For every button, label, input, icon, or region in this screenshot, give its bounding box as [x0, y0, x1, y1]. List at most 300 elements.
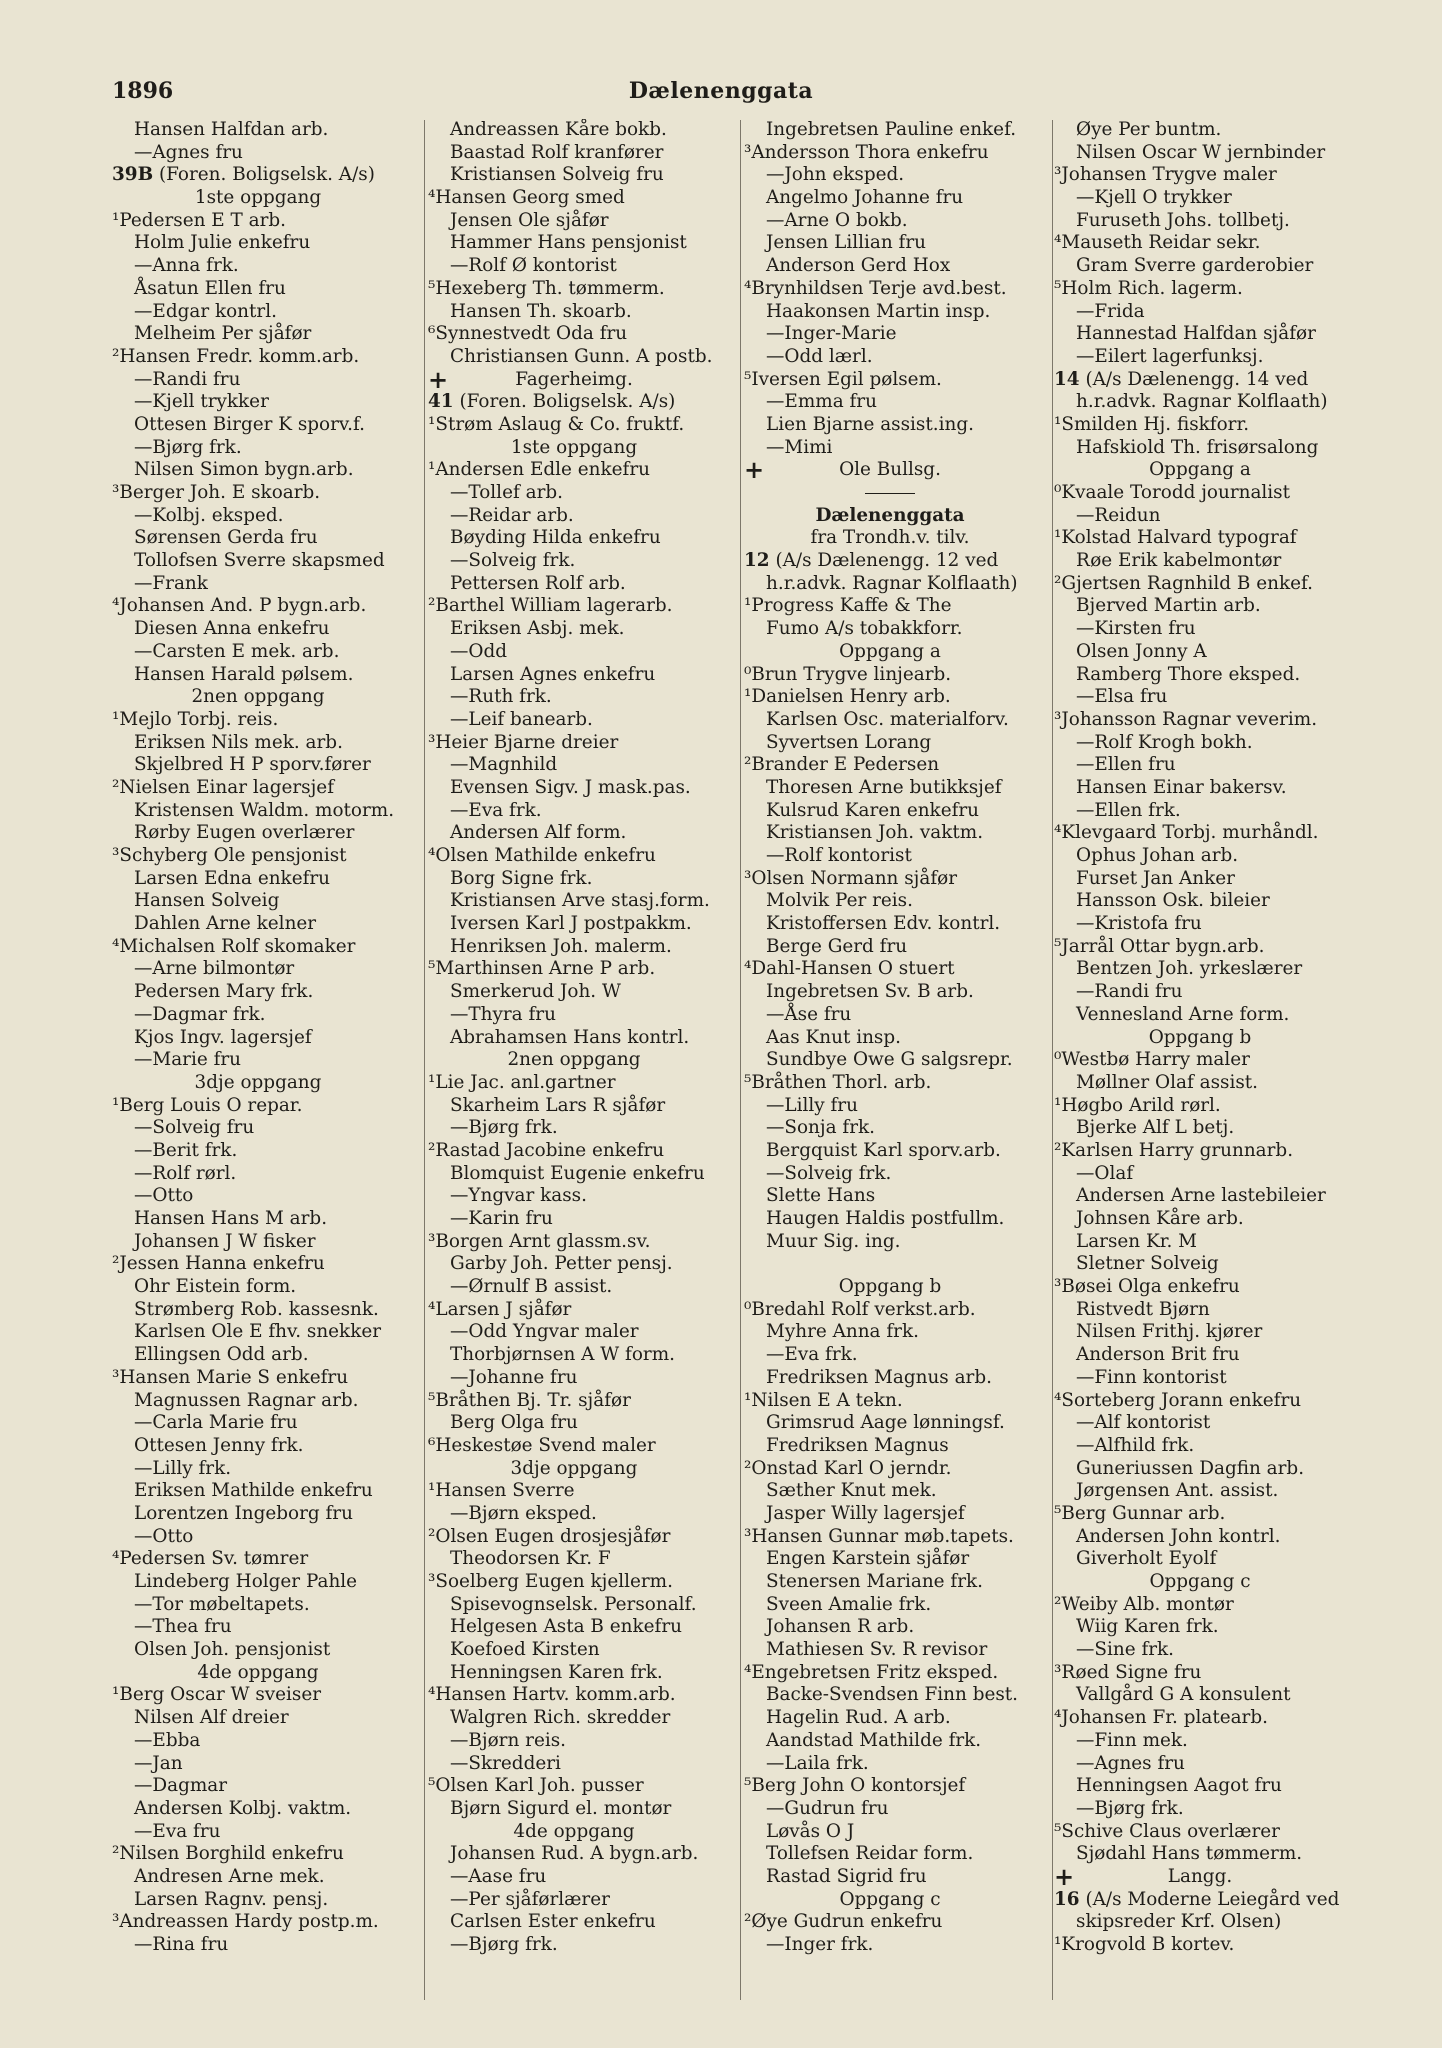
directory-entry: Lorentzen Ingeborg fru	[134, 1502, 353, 1524]
directory-entry: —Rolf kontorist	[766, 845, 912, 866]
floor-entry: ¹Hansen Sverre	[428, 1480, 575, 1502]
directory-entry: Hansen Th. skoarb.	[450, 300, 632, 322]
directory-entry: Aandstad Mathilde frk.	[766, 1729, 982, 1751]
directory-entry: Nilsen Oscar W jernbinder	[1076, 141, 1326, 163]
directory-entry: —Marie fru	[134, 1049, 242, 1071]
floor-entry: ³Borgen Arnt glassm.sv.	[428, 1230, 651, 1252]
floor-entry: ¹Andersen Edle enkefru	[428, 459, 650, 481]
directory-entry: Andersen Arne lastebileier	[1076, 1185, 1326, 1207]
directory-entry: —Solveig frk.	[450, 550, 576, 572]
directory-entry: —Odd	[450, 640, 508, 662]
directory-entry: —Rina fru	[134, 1934, 229, 1955]
directory-entry: Skarheim Lars R sjåfør	[450, 1094, 666, 1116]
directory-entry: Ophus Johan arb.	[1076, 845, 1239, 866]
directory-entry: Wiig Karen frk.	[1076, 1616, 1219, 1638]
directory-entry: —Randi fru	[134, 368, 241, 390]
directory-entry: Kjos Ingv. lagersjef	[134, 1026, 312, 1048]
directory-entry: Rørby Eugen overlærer	[134, 822, 355, 844]
floor-entry: ¹Krogvold B kortev.	[1054, 1934, 1235, 1955]
directory-entry: —Kjell O trykker	[1076, 187, 1232, 209]
directory-entry: Diesen Anna enkefru	[134, 618, 330, 640]
directory-entry: —Alf kontorist	[1076, 1412, 1211, 1434]
building-header: 14 (A/s Dælenengg. 14 ved	[1054, 368, 1309, 390]
floor-entry: ⁰Westbø Harry maler	[1054, 1049, 1250, 1071]
directory-entry: —Reidar arb.	[450, 504, 574, 526]
directory-entry: Andersen John kontrl.	[1076, 1525, 1281, 1547]
section-heading: 2nen oppgang	[191, 686, 325, 708]
directory-entry: Ellingsen Odd arb.	[134, 1344, 309, 1366]
directory-entry: Molvik Per reis.	[766, 890, 913, 912]
floor-entry: ⁶Synnestvedt Oda fru	[428, 323, 628, 345]
floor-entry: ⁴Johansen And. P bygn.arb.	[112, 595, 367, 617]
floor-entry: ³Berger Joh. E skoarb.	[112, 482, 321, 503]
directory-entry: —Frank	[134, 572, 208, 594]
directory-entry: —Magnhild	[450, 754, 558, 776]
floor-entry: ³Heier Bjarne dreier	[428, 731, 619, 753]
directory-entry: —Eilert lagerfunksj.	[1076, 345, 1264, 367]
directory-entry: Johansen J W fisker	[134, 1230, 316, 1252]
floor-entry: ⁴Hansen Georg smed	[428, 187, 625, 209]
directory-entry: Sjødahl Hans tømmerm.	[1076, 1843, 1303, 1865]
directory-entry: Borg Signe frk.	[450, 867, 593, 889]
floor-entry: ¹Lie Jac. anl.gartner	[428, 1071, 616, 1093]
section-heading: 1ste oppgang	[510, 436, 638, 458]
directory-entry: Sveen Amalie frk.	[766, 1593, 932, 1615]
directory-entry: Henningsen Karen frk.	[450, 1661, 663, 1683]
floor-entry: ⁴Olsen Mathilde enkefru	[428, 845, 656, 866]
floor-entry: ⁴Klevgaard Torbj. murhåndl.	[1054, 822, 1319, 844]
directory-entry: Hagelin Rud. A arb.	[766, 1707, 951, 1729]
floor-entry: ¹Høgbo Arild rørl.	[1054, 1094, 1221, 1116]
directory-entry: Eriksen Nils mek. arb.	[134, 731, 343, 753]
floor-entry: ³Hansen Marie S enkefru	[112, 1366, 349, 1388]
floor-entry: ³Soelberg Eugen kjellerm.	[428, 1571, 673, 1592]
directory-entry: —Mimi	[766, 436, 833, 458]
directory-entry: Haakonsen Martin insp.	[766, 300, 991, 322]
floor-entry: ³Johansen Trygve maler	[1054, 164, 1277, 186]
directory-entry: Syvertsen Lorang	[766, 731, 932, 753]
directory-entry: —Rolf rørl.	[134, 1162, 237, 1184]
floor-entry: ⁵Holm Rich. lagerm.	[1054, 277, 1243, 299]
directory-entry: Kristiansen Solveig fru	[450, 164, 664, 186]
directory-entry: Nilsen Simon bygn.arb.	[134, 459, 354, 481]
directory-entry: —Lilly frk.	[134, 1457, 232, 1479]
directory-entry: —Aase fru	[450, 1865, 547, 1887]
directory-entry: Anderson Brit fru	[1076, 1344, 1240, 1366]
directory-entry: —Rolf Krogh bokh.	[1076, 731, 1253, 753]
floor-entry: ⁴Michalsen Rolf skomaker	[112, 935, 356, 957]
directory-entry: Fredriksen Magnus	[766, 1434, 949, 1456]
directory-entry: Hafskiold Th. frisørsalong	[1076, 436, 1319, 458]
directory-column-1	[112, 119, 404, 1957]
directory-column-3	[744, 119, 1036, 1957]
directory-entry: Bjørn Sigurd el. montør	[450, 1797, 672, 1819]
directory-entry: —John eksped.	[766, 164, 905, 186]
directory-entry: —Dagmar frk.	[134, 1003, 266, 1025]
directory-entry: Larsen Ragnv. pensj.	[134, 1888, 329, 1910]
directory-entry: Larsen Edna enkefru	[134, 867, 331, 889]
building-header: 16 (A/s Moderne Leiegård ved	[1054, 1888, 1340, 1910]
directory-entry: Tollefsen Reidar form.	[766, 1843, 974, 1865]
directory-entry: Kristensen Waldm. motorm.	[134, 799, 395, 821]
directory-entry: —Emma fru	[766, 391, 877, 413]
floor-entry: ³Andersson Thora enkefru	[744, 141, 989, 163]
directory-entry: Øye Per buntm.	[1076, 119, 1222, 140]
directory-entry: —Thyra fru	[450, 1003, 556, 1025]
directory-entry: Garby Joh. Petter pensj.	[450, 1253, 673, 1275]
directory-entry: Bergquist Karl sporv.arb.	[766, 1139, 1001, 1161]
directory-entry: skipsreder Krf. Olsen)	[1076, 1911, 1282, 1933]
floor-entry: ³Schyberg Ole pensjonist	[112, 845, 347, 866]
directory-entry: Gram Sverre garderobier	[1076, 255, 1314, 277]
floor-entry: ⁵Jarrål Ottar bygn.arb.	[1054, 935, 1265, 957]
floor-entry: ³Røed Signe fru	[1054, 1661, 1202, 1683]
floor-entry: ⁵Bråthen Thorl. arb.	[744, 1071, 932, 1093]
directory-entry: —Kirsten fru	[1076, 618, 1196, 640]
section-rule	[744, 482, 1036, 505]
directory-entry: Ramberg Thore eksped.	[1076, 663, 1301, 685]
floor-entry: ⁵Berg John O kontorsjef	[744, 1775, 966, 1797]
directory-entry: Thoresen Arne butikksjef	[766, 776, 1002, 798]
directory-entry: Johansen Rud. A bygn.arb.	[450, 1843, 699, 1865]
directory-entry: Berg Olga fru	[450, 1412, 578, 1434]
directory-entry: —Reidun	[1076, 504, 1161, 526]
directory-entry: Magnussen Ragnar arb.	[134, 1389, 359, 1411]
directory-entry: —Finn kontorist	[1076, 1366, 1227, 1388]
directory-entry: Bjerved Martin arb.	[1076, 595, 1261, 617]
directory-entry: —Agnes fru	[1076, 1752, 1185, 1774]
directory-entry: —Edgar kontrl.	[134, 300, 277, 322]
directory-entry: —Thea fru	[134, 1616, 232, 1638]
directory-entry: —Gudrun fru	[766, 1797, 889, 1819]
floor-entry: ¹Berg Oscar W sveiser	[112, 1684, 322, 1706]
directory-entry: Stenersen Mariane frk.	[766, 1571, 983, 1592]
cross-street-name: Fagerheimg.	[515, 368, 633, 390]
directory-entry: Fredriksen Magnus arb.	[766, 1366, 992, 1388]
floor-entry: ³Johansson Ragnar veverim.	[1054, 708, 1318, 730]
directory-entry: —Ørnulf B assist.	[450, 1276, 613, 1298]
directory-entry: —Randi fru	[1076, 981, 1183, 1003]
directory-entry: Bentzen Joh. yrkeslærer	[1076, 958, 1303, 980]
directory-entry: —Frida	[1076, 300, 1145, 322]
directory-entry: —Bjørg frk.	[450, 1117, 558, 1139]
floor-entry: ⁵Bråthen Bj. Tr. sjåfør	[428, 1389, 631, 1411]
directory-entry: Sæther Knut mek.	[766, 1480, 937, 1502]
directory-entry: Ristvedt Bjørn	[1076, 1298, 1210, 1320]
section-heading: 2nen oppgang	[507, 1049, 641, 1071]
floor-entry: ⁴Mauseth Reidar sekr.	[1054, 232, 1261, 254]
floor-entry: ²Karlsen Harry grunnarb.	[1054, 1139, 1294, 1161]
directory-entry: Myhre Anna frk.	[766, 1321, 919, 1343]
directory-entry: Sundbye Owe G salgsrepr.	[766, 1049, 1013, 1071]
directory-entry: Engen Karstein sjåfør	[766, 1548, 970, 1570]
directory-entry: Koefoed Kirsten	[450, 1639, 600, 1661]
directory-entry: Møllner Olaf assist.	[1076, 1071, 1259, 1093]
directory-entry: Anderson Gerd Hox	[766, 255, 951, 277]
cross-street-marker: +	[1054, 1861, 1075, 1891]
directory-entry: Larsen Agnes enkefru	[450, 663, 656, 685]
directory-entry: —Åse fru	[766, 1003, 852, 1025]
section-heading: fra Trondh.v. tilv.	[810, 527, 970, 549]
floor-entry: ²Olsen Eugen drosjesjåfør	[428, 1525, 671, 1547]
floor-entry: ¹Nilsen E A tekn.	[744, 1389, 903, 1411]
floor-entry: ⁰Brun Trygve linjearb.	[744, 663, 952, 685]
directory-entry: Johnsen Kåre arb.	[1076, 1208, 1244, 1229]
cross-street-marker: +	[744, 455, 765, 485]
directory-entry: Johansen R arb.	[766, 1616, 915, 1638]
directory-entry: Evensen Sigv. J mask.pas.	[450, 776, 691, 798]
cross-street	[428, 364, 720, 394]
directory-entry: Rastad Sigrid fru	[766, 1865, 927, 1887]
column-divider	[424, 120, 425, 2000]
directory-entry: Andreassen Kåre bokb.	[450, 119, 667, 140]
directory-entry: —Kristofa fru	[1076, 913, 1202, 935]
directory-entry: —Solveig fru	[134, 1117, 255, 1139]
directory-entry: Fumo A/s tobakkforr.	[766, 618, 963, 640]
directory-entry: Iversen Karl J postpakkm.	[450, 913, 692, 935]
directory-entry: —Carsten E mek. arb.	[134, 640, 340, 662]
directory-entry: Jasper Willy lagersjef	[766, 1502, 965, 1524]
floor-entry: ⁰Kvaale Torodd journalist	[1054, 482, 1291, 503]
directory-entry: Sletner Solveig	[1076, 1253, 1219, 1275]
directory-entry: Andersen Kolbj. vaktm.	[134, 1797, 352, 1819]
directory-entry: —Otto	[134, 1185, 194, 1207]
directory-entry: —Jan	[134, 1752, 183, 1774]
directory-entry: —Odd lærl.	[766, 345, 873, 367]
directory-entry: Thorbjørnsen A W form.	[450, 1344, 675, 1366]
floor-entry: ³Olsen Normann sjåfør	[744, 867, 958, 889]
directory-entry: —Finn mek.	[1076, 1729, 1188, 1751]
directory-entry: Kristoffersen Edv. kontrl.	[766, 913, 1001, 935]
cross-street-name: Langg.	[1167, 1865, 1233, 1887]
directory-entry: Vallgård G A konsulent	[1076, 1684, 1291, 1706]
floor-entry: ⁵Marthinsen Arne P arb.	[428, 958, 656, 980]
section-heading: 3dje oppgang	[194, 1071, 322, 1093]
directory-entry: Christiansen Gunn. A postb.	[450, 345, 713, 367]
directory-entry: —Bjørn reis.	[450, 1729, 567, 1751]
directory-entry: —Anna frk.	[134, 255, 239, 277]
floor-entry: ⁶Heskestøe Svend maler	[428, 1434, 656, 1456]
floor-entry: ⁴Hansen Hartv. komm.arb.	[428, 1684, 676, 1706]
directory-entry: Pedersen Mary frk.	[134, 981, 314, 1003]
directory-entry: —Arne bilmontør	[134, 958, 295, 980]
floor-entry: ⁴Johansen Fr. platearb.	[1054, 1707, 1268, 1729]
directory-entry: Hansen Halfdan arb.	[134, 119, 329, 140]
directory-entry: Kulsrud Karen enkefru	[766, 799, 980, 821]
section-heading: 3dje oppgang	[510, 1457, 638, 1479]
directory-entry: Dahlen Arne kelner	[134, 913, 317, 935]
directory-entry: —Alfhild frk.	[1076, 1434, 1195, 1456]
directory-entry: Karlsen Ole E fhv. snekker	[134, 1321, 382, 1343]
directory-entry: Sørensen Gerda fru	[134, 527, 318, 549]
directory-entry: Jensen Ole sjåfør	[450, 209, 609, 231]
directory-entry: —Inger frk.	[766, 1934, 874, 1955]
directory-entry: Nilsen Frithj. kjører	[1076, 1321, 1263, 1343]
directory-entry: Angelmo Johanne fru	[766, 187, 964, 209]
directory-column-2	[428, 119, 720, 1957]
section-heading: Oppgang b	[838, 1276, 942, 1298]
directory-entry: Giverholt Eyolf	[1076, 1548, 1217, 1570]
directory-entry: h.r.advk. Ragnar Kolflaath)	[766, 572, 1018, 594]
directory-entry: Baastad Rolf kranfører	[450, 141, 664, 163]
directory-entry: Henningsen Aagot fru	[1076, 1775, 1282, 1797]
section-heading: 4de oppgang	[197, 1661, 319, 1683]
directory-entry: Ottesen Jenny frk.	[134, 1434, 304, 1456]
floor-entry: ⁴Dahl-Hansen O stuert	[744, 958, 955, 980]
floor-entry: ⁵Iversen Egil pølsem.	[744, 368, 942, 390]
directory-entry: —Berit frk.	[134, 1139, 238, 1161]
directory-column-4	[1054, 119, 1346, 1957]
directory-entry: Smerkerud Joh. W	[450, 981, 621, 1003]
floor-entry: ²Øye Gudrun enkefru	[744, 1911, 943, 1933]
floor-entry: ¹Berg Louis O repar.	[112, 1094, 303, 1116]
directory-entry: Bjerke Alf L betj.	[1076, 1117, 1235, 1139]
directory-entry: Holm Julie enkefru	[134, 232, 311, 254]
directory-entry: —Olaf	[1076, 1162, 1134, 1184]
cross-street-name: Ole Bullsg.	[839, 459, 941, 481]
directory-entry: Hansen Harald pølsem.	[134, 663, 354, 685]
directory-entry: —Ellen frk.	[1076, 799, 1181, 821]
floor-entry: ²Rastad Jacobine enkefru	[428, 1139, 665, 1161]
floor-entry: ²Gjertsen Ragnhild B enkef.	[1054, 572, 1314, 594]
rule-line	[865, 493, 915, 494]
directory-entry: —Ellen fru	[1076, 754, 1176, 776]
section-heading: Oppgang a	[1149, 459, 1251, 481]
directory-entry: Kristiansen Arve stasj.form.	[450, 890, 710, 912]
directory-entry: Guneriussen Dagfin arb.	[1076, 1457, 1305, 1479]
directory-entry: —Otto	[134, 1525, 194, 1547]
floor-entry: ⁴Larsen J sjåfør	[428, 1298, 572, 1320]
directory-entry: —Bjørg frk.	[134, 436, 242, 458]
directory-entry: Theodorsen Kr. F	[450, 1548, 611, 1570]
directory-entry: Jørgensen Ant. assist.	[1076, 1480, 1279, 1502]
floor-entry: ⁵Berg Gunnar arb.	[1054, 1502, 1226, 1524]
directory-entry: Hannestad Halfdan sjåfør	[1076, 323, 1316, 345]
directory-entry: Jensen Lillian fru	[766, 232, 926, 254]
directory-entry: Løvås O J	[766, 1820, 855, 1842]
floor-entry: ¹Mejlo Torbj. reis.	[112, 708, 279, 730]
directory-entry: —Laila frk.	[766, 1752, 869, 1774]
directory-entry: Eriksen Asbj. mek.	[450, 618, 625, 640]
directory-entry: Røe Erik kabelmontør	[1076, 550, 1282, 572]
directory-entry: Ottesen Birger K sporv.f.	[134, 413, 365, 435]
directory-entry: Furuseth Johs. tollbetj.	[1076, 209, 1290, 231]
directory-entry: —Inger-Marie	[766, 323, 897, 345]
directory-entry: Muur Sig. ing.	[766, 1230, 901, 1252]
directory-entry: —Arne O bokb.	[766, 209, 908, 231]
directory-entry: Vennesland Arne form.	[1076, 1003, 1290, 1025]
building-header: 12 (A/s Dælenengg. 12 ved	[744, 550, 999, 572]
floor-entry: ¹Smilden Hj. fiskforr.	[1054, 413, 1250, 435]
floor-entry: ¹Pedersen E T arb.	[112, 209, 287, 231]
directory-entry: Slette Hans	[766, 1185, 876, 1207]
directory-entry: —Ruth frk.	[450, 686, 552, 708]
floor-entry: ⁴Sorteberg Jorann enkefru	[1054, 1389, 1302, 1411]
directory-entry: Olsen Jonny A	[1076, 640, 1207, 662]
directory-entry: Spisevognselsk. Personalf.	[450, 1593, 697, 1615]
directory-entry: Blomquist Eugenie enkefru	[450, 1162, 705, 1184]
directory-entry: —Per sjåførlærer	[450, 1888, 610, 1910]
directory-entry: Aas Knut insp.	[766, 1026, 901, 1048]
directory-entry: Walgren Rich. skredder	[450, 1707, 671, 1729]
directory-entry: —Johanne fru	[450, 1366, 578, 1388]
directory-entry: Lindeberg Holger Pahle	[134, 1571, 358, 1592]
directory-entry: Eriksen Mathilde enkefru	[134, 1480, 373, 1502]
section-heading: Oppgang a	[839, 640, 941, 662]
directory-entry: Larsen Kr. M	[1076, 1230, 1198, 1252]
directory-entry: —Karin fru	[450, 1208, 553, 1229]
directory-entry: Andresen Arne mek.	[134, 1865, 325, 1887]
directory-entry: —Carla Marie fru	[134, 1412, 298, 1434]
directory-entry: Ingebretsen Sv. B arb.	[766, 981, 974, 1003]
floor-entry: ²Brander E Pedersen	[744, 754, 940, 776]
directory-entry: —Sonja frk.	[766, 1117, 876, 1139]
directory-entry: Hansen Hans M arb.	[134, 1208, 328, 1229]
directory-entry: —Lilly fru	[766, 1094, 858, 1116]
floor-entry: ¹Kolstad Halvard typograf	[1054, 527, 1297, 549]
directory-entry: Andersen Alf form.	[450, 822, 627, 844]
directory-entry: Mathiesen Sv. R revisor	[766, 1639, 988, 1661]
column-divider	[1052, 120, 1053, 2000]
directory-entry: Kristiansen Joh. vaktm.	[766, 822, 984, 844]
floor-entry: ¹Danielsen Henry arb.	[744, 686, 951, 708]
page-title: Dælenenggata	[628, 78, 814, 104]
directory-entry: Berge Gerd fru	[766, 935, 908, 957]
directory-entry: —Kjell trykker	[134, 391, 269, 413]
directory-entry: Strømberg Rob. kassesnk.	[134, 1298, 379, 1320]
directory-entry: Henriksen Joh. malerm.	[450, 935, 672, 957]
directory-entry: —Elsa fru	[1076, 686, 1168, 708]
directory-entry: Skjelbred H P sporv.fører	[134, 754, 371, 776]
floor-entry: ²Nielsen Einar lagersjef	[112, 776, 334, 798]
floor-entry: ¹Strøm Aslaug & Co. fruktf.	[428, 413, 685, 435]
directory-entry: Lien Bjarne assist.ing.	[766, 413, 974, 435]
directory-entry: —Ebba	[134, 1729, 201, 1751]
directory-entry: —Bjørg frk.	[450, 1934, 558, 1955]
floor-entry: ³Andreassen Hardy postp.m.	[112, 1911, 379, 1933]
directory-entry: —Eva fru	[134, 1820, 221, 1842]
floor-entry: ²Jessen Hanna enkefru	[112, 1253, 325, 1275]
cross-street	[1054, 1861, 1346, 1891]
column-divider	[740, 120, 741, 2000]
directory-entry: h.r.advk. Ragnar Kolflaath)	[1076, 391, 1328, 413]
floor-entry: ⁵Hexeberg Th. tømmerm.	[428, 277, 665, 299]
floor-entry: ²Nilsen Borghild enkefru	[112, 1843, 344, 1865]
floor-entry: ⁵Schive Claus overlærer	[1054, 1820, 1280, 1842]
blank-line	[744, 1253, 1036, 1276]
cross-street-marker: +	[428, 364, 449, 394]
directory-entry: —Bjørg frk.	[1076, 1797, 1184, 1819]
floor-entry: ⁴Pedersen Sv. tømrer	[112, 1548, 309, 1570]
directory-entry: —Skredderi	[450, 1752, 561, 1774]
directory-entry: Ohr Eistein form.	[134, 1276, 297, 1298]
floor-entry: ³Bøsei Olga enkefru	[1054, 1276, 1240, 1298]
page-number: 1896	[112, 78, 174, 104]
directory-entry: —Yngvar kass.	[450, 1185, 587, 1207]
directory-entry: Pettersen Rolf arb.	[450, 572, 626, 594]
directory-entry: Tollofsen Sverre skapsmed	[134, 550, 385, 572]
directory-entry: —Solveig frk.	[766, 1162, 892, 1184]
directory-entry: —Tor møbeltapets.	[134, 1593, 310, 1615]
floor-entry: ¹Progress Kaffe & The	[744, 595, 952, 617]
building-header: 39B (Foren. Boligselsk. A/s)	[112, 164, 375, 186]
directory-entry: Grimsrud Aage lønningsf.	[766, 1412, 1005, 1434]
section-heading: Oppgang c	[1149, 1571, 1251, 1592]
floor-entry: ²Barthel William lagerarb.	[428, 595, 673, 617]
directory-entry: —Dagmar	[134, 1775, 228, 1797]
directory-entry: —Bjørn eksped.	[450, 1502, 597, 1524]
floor-entry: ⁴Engebretsen Fritz eksped.	[744, 1661, 999, 1683]
